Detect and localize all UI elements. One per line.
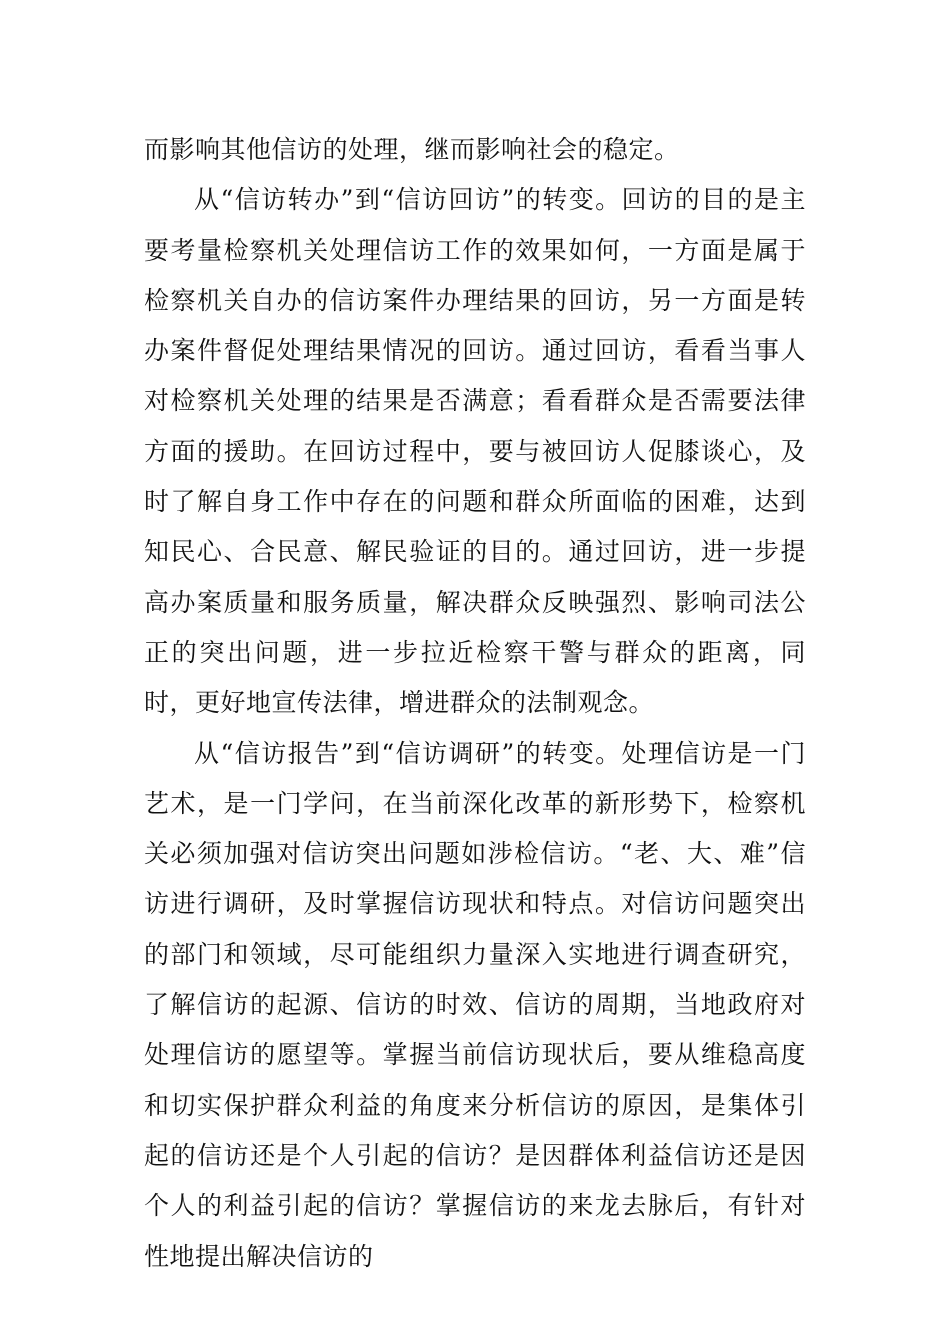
paragraph-continuation: 而影响其他信访的处理，继而影响社会的稳定。 xyxy=(144,135,680,164)
paragraph-return-visit: 从“信访转办”到“信访回访”的转变。回访的目的是主要考量检察机关处理信访工作的效果如何，一方面是属于检察机关自办的信访案件办理结果的回访，另一方面是转办案件督促处理结果情况的回访。通过回访，看看当事人对检察机关处理的结果是否满意；看看群众是否需要法律方面的援助。在回访过程中，要与被回访人促膝谈心，及时了解自身工作中存在的问题和群众所面临的困难，达到知民心、合民意、解民验证的目的。通过回访，进一步提高办案质量和服务质量，解决群众反映强烈、影响司法公正的突出问题，进一步拉近检察干警与群众的距离，同时，更好地宣传法律，增进群众的法制观念。 xyxy=(144,185,806,718)
paragraph-research: 从“信访报告”到“信访调研”的转变。处理信访是一门艺术，是一门学问，在当前深化改革的新形势下，检察机关必须加强对信访突出问题如涉检信访。“老、大、难”信访进行调研，及时掌握信访现状和特点。对信访问题突出的部门和领域，尽可能组织力量深入实地进行调查研究，了解信访的起源、信访的时效、信访的周期，当地政府对处理信访的愿望等。掌握当前信访现状后，要从维稳高度和切实保护群众利益的角度来分析信访的原因，是集体引起的信访还是个人引起的信访？是因群体利益信访还是因个人的利益引起的信访？掌握信访的来龙去脉后，有针对性地提出解决信访的 xyxy=(144,738,806,1271)
document-body xyxy=(144,125,806,1282)
